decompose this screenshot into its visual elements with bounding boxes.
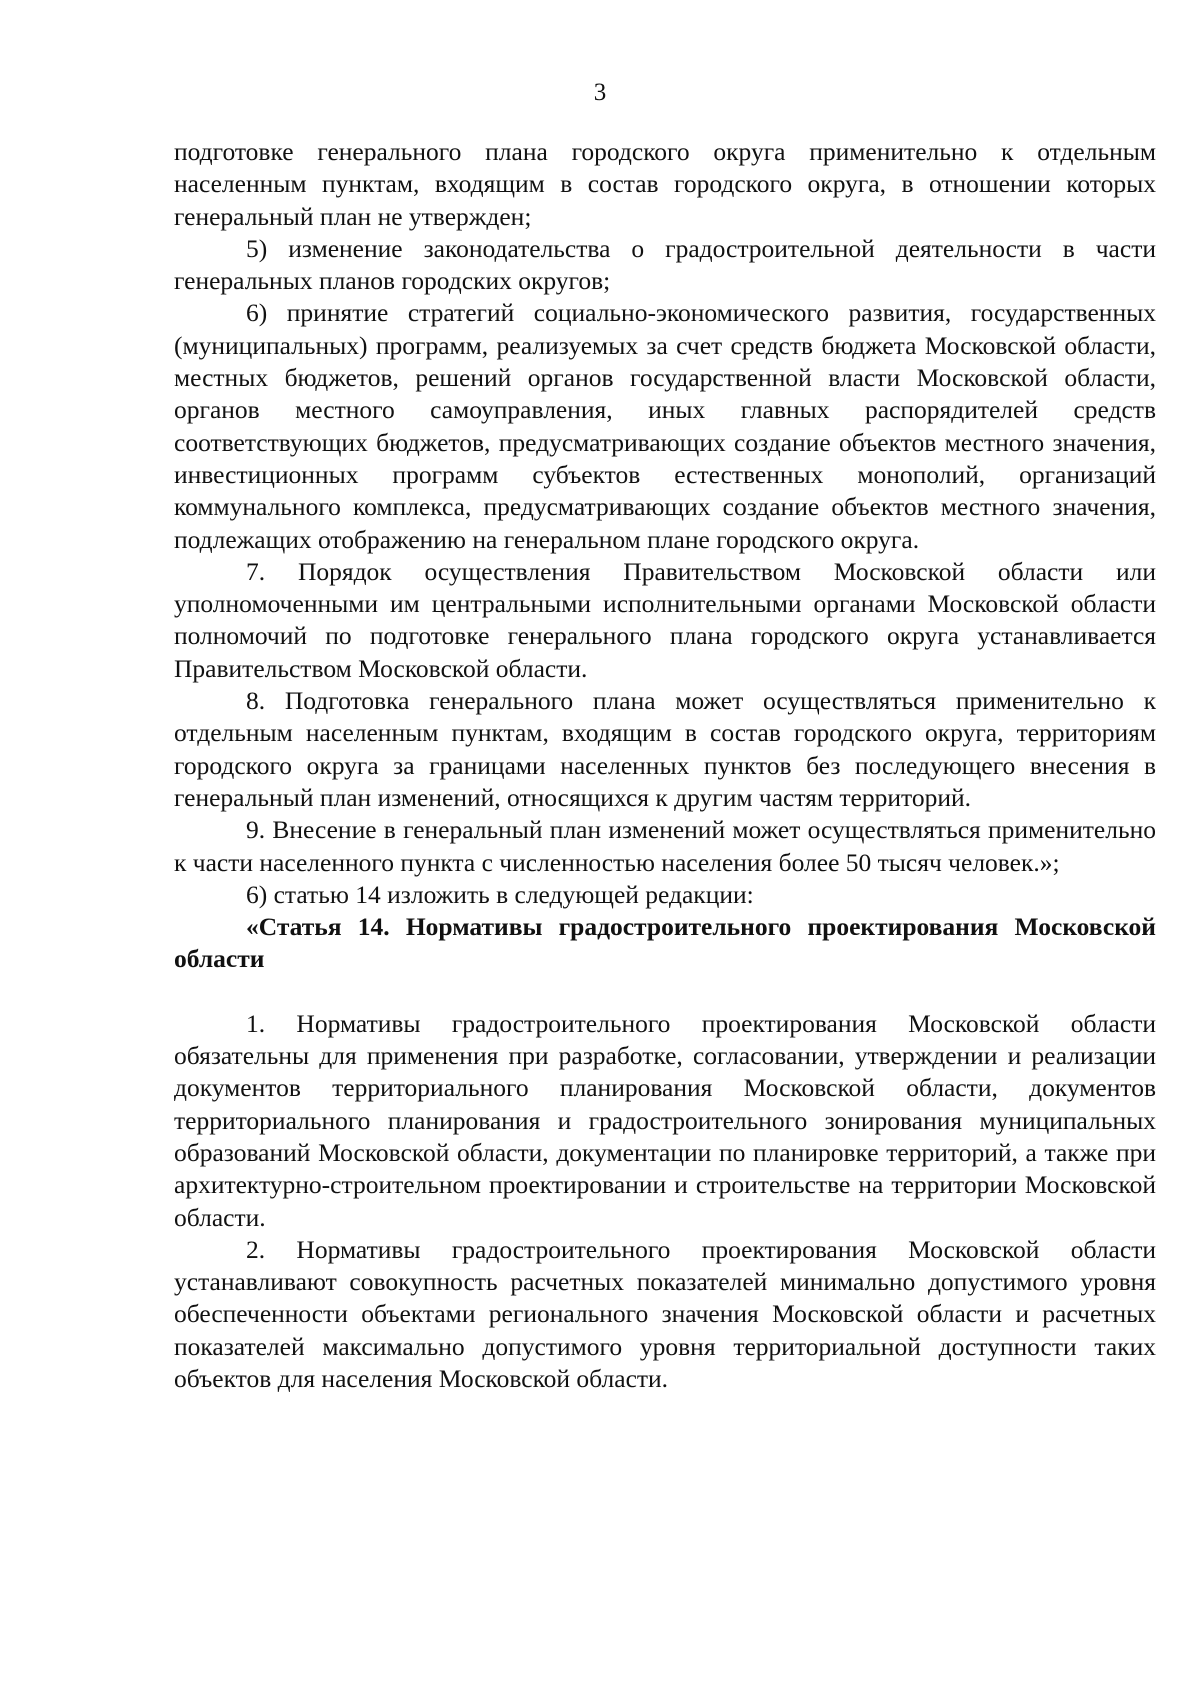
paragraph-continuation: подготовке генерального плана городского округа применительно к отдельным населенным пунктам, входящим в состав городского округа, в отношении которых генеральный план не утвержден; <box>174 137 1156 231</box>
page-number: 3 <box>593 79 607 106</box>
paragraph-item-6: 6) принятие стратегий социально-экономического развития, государственных (муниципальных) программ, реализуемых за счет средств бюджета Московской области, местных бюджетов, решений органов государственной власти Московской области, органов местного самоуправления, иных главных распорядителей средств соответствующих бюджетов, предусматривающих создание объектов местного значения, инвестиционных программ субъектов естественных монополий, организаций коммунального комплекса, предусматривающих создание объектов местного значения, подлежащих отображению на генеральном плане городского округа. <box>174 298 1156 554</box>
paragraph-clause-9: 9. Внесение в генеральный план изменений может осуществляться применительно к части населенного пункта с численностью населения более 50 тысяч человек.»; <box>174 815 1156 877</box>
paragraph-amendment-6: 6) статью 14 изложить в следующей редакции: <box>246 879 754 909</box>
paragraph-clause-8: 8. Подготовка генерального плана может осуществляться применительно к отдельным населенным пунктам, входящим в состав городского округа, территориям городского округа за границами населенных пунктов без последующего внесения в генеральный план изменений, относящихся к другим частям территорий. <box>174 686 1156 812</box>
paragraph-item-5: 5) изменение законодательства о градостроительной деятельности в части генеральных планов городских округов; <box>174 233 1156 296</box>
paragraph-clause-7: 7. Порядок осуществления Правительством Московской области или уполномоченными им центральными исполнительными органами Московской области полномочий по подготовке генерального плана городского округа устанавливается Правительством Московской области. <box>174 556 1156 683</box>
article-14-heading: «Статья 14. Нормативы градостроительного проектирования Московской области <box>174 912 1156 974</box>
article-14-clause-2: 2. Нормативы градостроительного проектирования Московской области устанавливают совокупность расчетных показателей минимально допустимого уровня обеспеченности объектами регионального значения Московской области и расчетных показателей максимально допустимого уровня территориальной доступности таких объектов для населения Московской области. <box>174 1234 1156 1393</box>
document-body <box>174 136 1156 1395</box>
article-14-clause-1: 1. Нормативы градостроительного проектирования Московской области обязательны для применения при разработке, согласовании, утверждении и реализации документов территориального планирования Московской области, документов территориального планирования и градостроительного зонирования муниципальных образований Московской области, документации по планировке территорий, а также при архитектурно-строительном проектировании и строительстве на территории Московской области. <box>174 1008 1156 1232</box>
